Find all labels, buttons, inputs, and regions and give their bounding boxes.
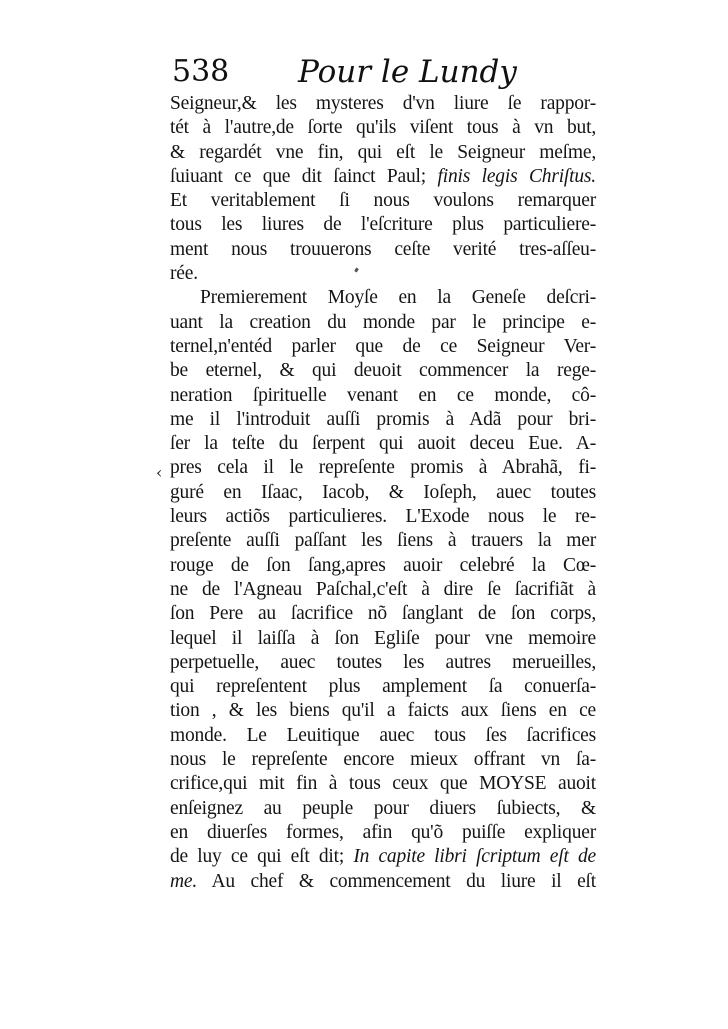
text-line xyxy=(170,262,596,286)
text-run: pres cela il le repreſente promis à Abrahã, fi- xyxy=(170,457,596,479)
text-line xyxy=(170,529,596,553)
page-number: 538 xyxy=(172,54,230,89)
text-line xyxy=(170,627,596,651)
text-run: tion , & les biens qu'il a faicts aux ſiens en ce xyxy=(170,700,596,722)
text-line xyxy=(170,748,596,772)
text-run: leurs actiõs particulieres. L'Exode nous le re- xyxy=(170,506,596,528)
text-run: Premierement Moyſe en la Geneſe deſcri- xyxy=(200,287,596,309)
text-run: me il l'introduit auſſi promis à Adã pour bri- xyxy=(170,408,596,430)
text-run: ternel,n'entéd parler que de ce Seigneur Ver- xyxy=(170,335,596,357)
text-line xyxy=(170,116,596,140)
text-run: ſer la teſte du ſerpent qui auoit deceu Eue. A- xyxy=(170,433,596,455)
text-line xyxy=(170,602,596,626)
text-run: enſeignez au peuple pour diuers ſubiects, & xyxy=(170,797,596,819)
text-run: tous les liures de l'eſcriture plus particuliere- xyxy=(170,214,596,236)
text-line xyxy=(170,432,596,456)
text-run: tét à l'autre,de ſorte qu'ils viſent tous à vn but, xyxy=(170,117,596,139)
text-run: Seigneur,& les mysteres d'vn liure ſe rappor- xyxy=(170,93,596,114)
text-run: ſon Pere au ſacrifice nõ ſanglant de ſon corps, xyxy=(170,603,596,625)
text-line xyxy=(170,456,596,480)
text-line xyxy=(170,772,596,796)
text-line xyxy=(170,238,596,262)
text-run: de luy ce qui eſt dit; xyxy=(170,846,354,868)
text-run: crifice,qui mit fin à tous ceux que MOYSE auoit xyxy=(170,773,596,795)
latin-quote: me. xyxy=(170,870,198,892)
text-run: ment nous trouuerons ceſte verité tres-aſſeu- xyxy=(170,238,596,260)
text-run: rouge de ſon ſang,apres auoir celebré la Cœ- xyxy=(170,554,596,576)
text-run: nous le repreſente encore mieux offrant vn ſa- xyxy=(170,749,596,771)
text-line xyxy=(170,724,596,748)
text-line xyxy=(170,821,596,845)
text-line xyxy=(170,213,596,237)
text-line xyxy=(170,165,596,189)
body-text xyxy=(170,92,596,894)
text-line xyxy=(170,675,596,699)
text-run: preſente auſſi paſſant les ſiens à trauers la mer xyxy=(170,530,596,552)
text-line xyxy=(170,335,596,359)
text-line xyxy=(170,359,596,383)
text-line xyxy=(170,92,596,116)
text-run: perpetuelle, auec toutes les autres merueilles, xyxy=(170,651,596,673)
text-line xyxy=(170,311,596,335)
text-line xyxy=(170,578,596,602)
text-line xyxy=(170,286,596,310)
text-line xyxy=(170,189,596,213)
text-run: uant la creation du monde par le principe e- xyxy=(170,311,596,333)
text-run: Au chef & commencement du liure il eſt xyxy=(197,870,596,892)
text-line xyxy=(170,141,596,165)
text-run: be eternel, & qui deuoit commencer la rege- xyxy=(170,360,596,382)
margin-mark: ‹ xyxy=(156,463,163,482)
text-line xyxy=(170,408,596,432)
text-line xyxy=(170,797,596,821)
text-run: ne de l'Agneau Paſchal,c'eſt à dire ſe ſacrifiãt à xyxy=(170,578,596,600)
page-header xyxy=(160,52,600,92)
text-run: neration ſpirituelle venant en ce monde, cô- xyxy=(170,384,596,406)
text-line xyxy=(170,554,596,578)
text-run: monde. Le Leuitique auec tous ſes ſacrifices xyxy=(170,724,596,746)
text-run: ſuiuant ce que dit ſainct Paul; xyxy=(170,165,438,187)
text-run: guré en Iſaac, Iacob, & Ioſeph, auec toutes xyxy=(170,481,596,503)
text-line xyxy=(170,384,596,408)
text-run: qui repreſentent plus amplement ſa conuerſa- xyxy=(170,676,596,698)
text-line xyxy=(170,505,596,529)
running-title: Pour le Lundy xyxy=(298,54,517,90)
text-line xyxy=(170,651,596,675)
text-line xyxy=(170,481,596,505)
text-run: lequel il laiſſa à ſon Egliſe pour vne memoire xyxy=(170,627,596,649)
text-line xyxy=(170,870,596,894)
text-run: Et veritablement ſi nous voulons remarquer xyxy=(170,190,596,212)
text-line xyxy=(170,699,596,723)
text-run: & regardét vne fin, qui eſt le Seigneur meſme, xyxy=(170,141,596,163)
text-line xyxy=(170,845,596,869)
text-run: en diuerſes formes, afin qu'õ puiſſe expliquer xyxy=(170,821,596,843)
text-run: rée. xyxy=(170,263,198,285)
latin-quote: finis legis Chriſtus. xyxy=(437,165,596,187)
latin-quote: In capite libri ſcriptum eſt de xyxy=(353,846,596,868)
